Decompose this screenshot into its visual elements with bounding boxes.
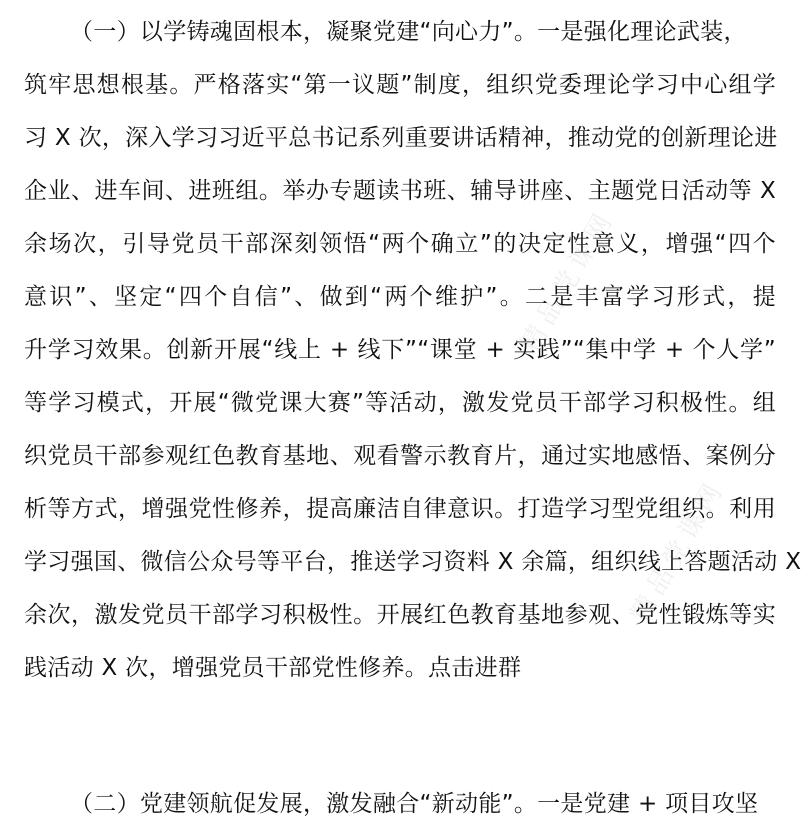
text-line: 筑牢思想根基。严格落实“第一议题”制度，组织党委理论学习中心组学 [24,72,776,98]
text-line: 余场次，引导党员干部深刻领悟“两个确立”的决定性意义，增强“四个 [24,231,776,257]
text-line: 习 X 次，深入学习习近平总书记系列重要讲话精神，推动党的创新理论进 [24,125,778,151]
text-line: 意识”、坚定“四个自信”、做到“两个维护”。二是丰富学习形式，提 [24,284,776,310]
text-line: 析等方式，增强党性修养，提高廉洁自律意识。打造学习型党组织。利用 [24,496,776,522]
text-line: 等学习模式，开展“微党课大赛”等活动，激发党员干部学习积极性。组 [24,390,776,416]
paragraph-1 [24,6,801,695]
text-line: 企业、进车间、进班组。举办专题读书班、辅导讲座、主题党日活动等 X [24,178,776,204]
watermark-text: 精品党课网 [515,204,622,358]
text-line: 学习强国、微信公众号等平台，推送学习资料 X 余篇，组织线上答题活动 X [24,549,801,575]
watermark-text: 精品党课网 [625,474,732,628]
text-line: 余次，激发党员干部学习积极性。开展红色教育基地参观、党性锻炼等实 [24,602,776,628]
text-line: 升学习效果。创新开展“线上 + 线下”“课堂 + 实践”“集中学 + 个人学” [24,337,776,363]
text-line: （一）以学铸魂固根本，凝聚党建“向心力”。一是强化理论武装， [70,19,747,45]
text-line: 织党员干部参观红色教育基地、观看警示教育片，通过实地感悟、案例分 [24,443,776,469]
paragraph-2 [24,778,776,831]
text-line: （二）党建领航促发展，激发融合“新动能”。一是党建 + 项目攻坚 [70,791,759,817]
text-line: 践活动 X 次，增强党员干部党性修养。点击进群 [24,655,522,681]
